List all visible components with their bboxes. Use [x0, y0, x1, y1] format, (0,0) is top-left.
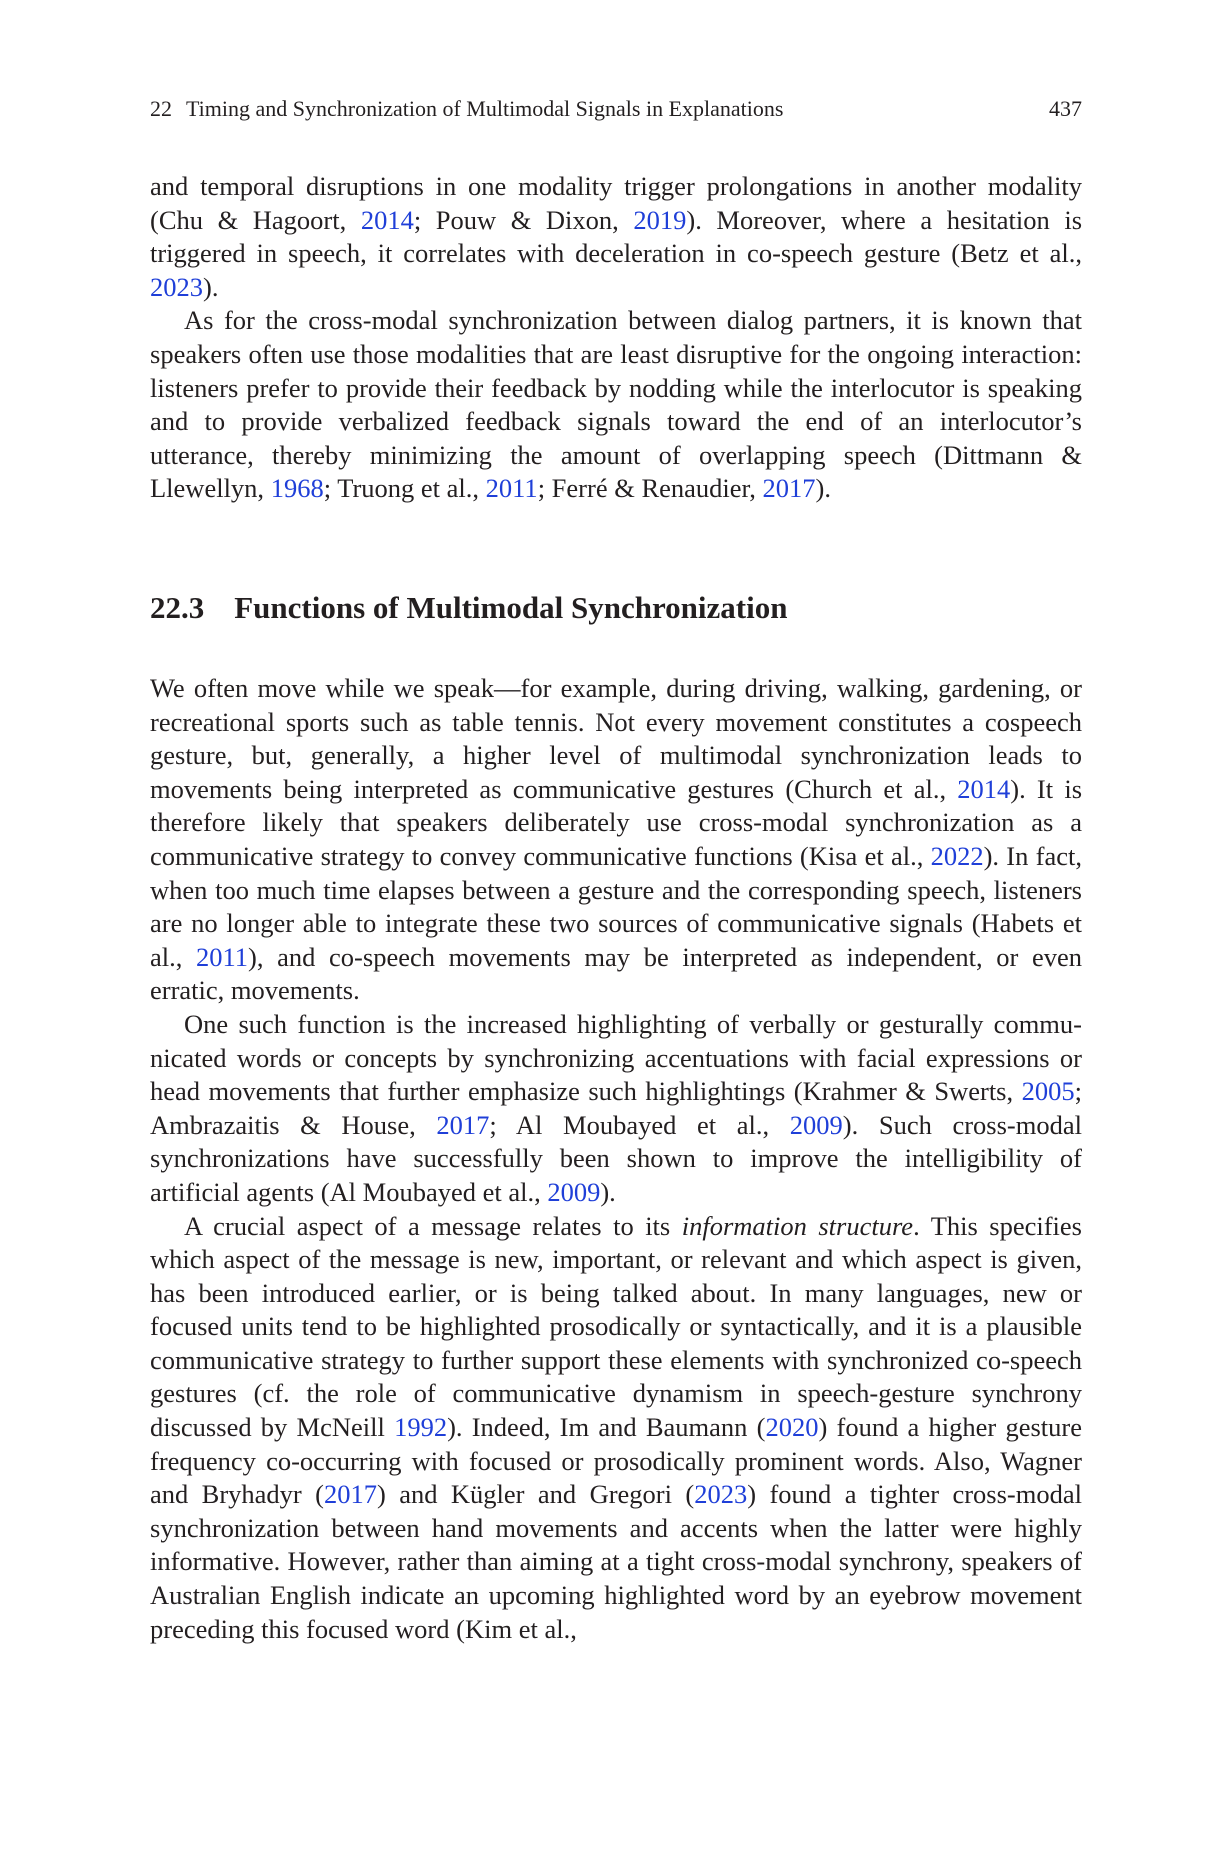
text-run: ) found a higher gesture frequency co-occurring with focused or prosodically prominent words. Also, Wagner and Bryhadyr (	[150, 1412, 1082, 1510]
text-run: ), and co-speech movements may be interpreted as independent, or even erratic, movements.	[150, 941, 1082, 1006]
text-block-before-section	[150, 170, 1082, 506]
citation-year-link[interactable]: 2017	[436, 1109, 490, 1140]
citation-year-link[interactable]: 2019	[633, 204, 687, 235]
text-run: ; Truong et al.,	[323, 473, 486, 504]
citation-year-link[interactable]: 2022	[930, 840, 984, 871]
running-head-left	[150, 94, 783, 124]
citation-year-link[interactable]: 2014	[957, 773, 1011, 804]
text-run: ). In fact, when too much time elapses between a gesture and the corresponding speech, listeners are no longer able to integrate these two sources of communicative signals (Habets et al.,	[150, 840, 1082, 972]
text-block-section-body	[150, 672, 1082, 1646]
citation-year-link[interactable]: 2005	[1021, 1076, 1075, 1107]
citation-year-link[interactable]: 2009	[547, 1176, 601, 1207]
text-run: ) and Kügler and Gregori (	[377, 1479, 695, 1510]
text-run: ) found a tighter cross-modal synchronization between hand movements and accents when the latter were highly informative. However, rather than aiming at a tight cross-modal synchrony, speakers of Australian English indicate an upcoming highlighted word by an eyebrow movement preceding this focused word (Kim et al.,	[150, 1479, 1082, 1644]
chapter-title: Timing and Synchronization of Multimodal Signals in Explanations	[186, 96, 784, 121]
text-run: ).	[203, 271, 219, 302]
text-run: and temporal disruptions in one modality trigger prolongations in another modality (Chu & Hagoort,	[150, 171, 1082, 235]
citation-year-link[interactable]: 2020	[765, 1412, 819, 1443]
text-run: ). Such cross-modal synchronizations have successfully been shown to improve the intelligibility of artificial agents (Al Moubayed et al.,	[150, 1109, 1082, 1207]
citation-year-link[interactable]: 2017	[324, 1479, 377, 1510]
text-run: ; Ferré & Renaudier,	[537, 473, 763, 504]
citation-year-link[interactable]: 2009	[789, 1109, 843, 1140]
section-number: 22.3	[150, 590, 205, 625]
text-run: ; Al Moubayed et al.,	[489, 1109, 790, 1140]
text-run: ). Moreover, where a hesitation is triggered in speech, it correlates with deceleration in co-speech gesture (Betz et al.,	[150, 204, 1083, 269]
paragraph	[150, 304, 1082, 506]
paragraph	[150, 1008, 1082, 1210]
text-run: ; Pouw & Dixon,	[413, 204, 634, 235]
citation-year-link[interactable]: 2023	[694, 1479, 748, 1510]
citation-year-link[interactable]: 1992	[394, 1412, 448, 1443]
citation-year-link[interactable]: 2011	[485, 473, 538, 504]
paragraph	[150, 672, 1082, 1008]
paragraph	[150, 170, 1082, 304]
text-run: ; Ambrazaitis & House,	[150, 1076, 1082, 1140]
paragraph	[150, 1210, 1082, 1647]
italic-term: information structure	[681, 1210, 914, 1241]
citation-year-link[interactable]: 2011	[196, 941, 249, 972]
running-head	[150, 94, 1082, 124]
citation-year-link[interactable]: 2014	[360, 204, 414, 235]
text-run: As for the cross-modal synchronization between dialog partners, it is known that speakers often use those modalities that are least disruptive for the ongoing interaction: listeners prefer to provide their feedback by nodding while the interlocutor is speaking and to provide verbalized feedback signals toward the end of an interlocutor’s utterance, thereby minimizing the amount of overlapping speech (Dittmann & Llewellyn,	[150, 305, 1082, 504]
text-run: One such function is the increased highlighting of verbally or gesturally communicated words or concepts by synchronizing accentuations with facial expressions or head movements that further emphasize such highlightings (Krahmer & Swerts,	[150, 1008, 1082, 1107]
text-run: A crucial aspect of a message relates to its	[184, 1210, 682, 1241]
text-run: We often move while we speak—for example, during driving, walking, gardening, or recreational sports such as table tennis. Not every movement constitutes a cospeech gesture, but, generally, a higher level of multimodal synchronization leads to movements being interpreted as communicative gestures (Church et al.,	[150, 673, 1082, 804]
section-heading	[150, 588, 787, 628]
text-run: ). Indeed, Im and Baumann (	[447, 1412, 766, 1443]
section-title: Functions of Multimodal Synchronization	[234, 590, 788, 625]
text-run: ). It is therefore likely that speakers deliberately use cross-modal synchronization as a communicative strategy to convey communicative functions (Kisa et al.,	[150, 773, 1083, 871]
citation-year-link[interactable]: 2023	[150, 271, 203, 302]
citation-year-link[interactable]: 2017	[762, 473, 816, 504]
text-run: . This specifies which aspect of the message is new, important, or relevant and which aspect is given, has been introduced earlier, or is being talked about. In many languages, new or focused units tend to be highlighted prosodically or syntactically, and it is a plausible communicative strategy to further support these elements with synchronized co-speech gestures (cf. the role of communicative dynamism in speech-gesture synchrony discussed by McNeill	[150, 1210, 1082, 1443]
text-run: ).	[600, 1176, 616, 1207]
page-number: 437	[1049, 96, 1082, 121]
text-run: ).	[815, 473, 831, 504]
chapter-number: 22	[150, 96, 172, 121]
citation-year-link[interactable]: 1968	[270, 473, 324, 504]
